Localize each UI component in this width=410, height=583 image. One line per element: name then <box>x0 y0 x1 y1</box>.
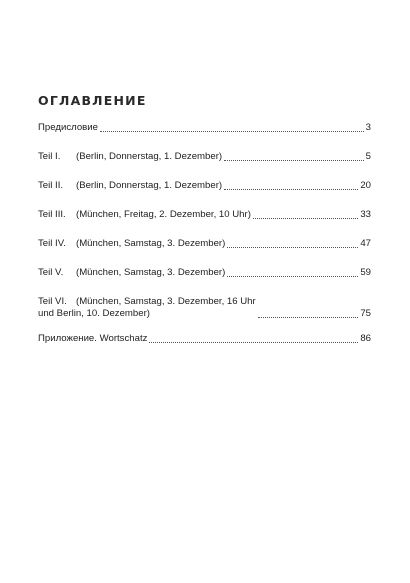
toc-entry-page: 86 <box>360 333 371 344</box>
toc-title: ОГЛАВЛЕНИЕ <box>38 93 147 108</box>
toc-entry-label: (München, Samstag, 3. Dezember, 16 Uhr <box>76 296 256 307</box>
toc-entry-label: Предисловие <box>38 122 98 133</box>
toc-entry-label: (München, Samstag, 3. Dezember) <box>76 238 226 249</box>
toc-entry-part: Teil III. <box>38 209 66 220</box>
toc-entry-label: (Berlin, Donnerstag, 1. Dezember) <box>76 151 223 162</box>
dot-leader <box>253 217 358 219</box>
toc-entry-page: 59 <box>360 267 371 278</box>
toc-entry-teil-5[interactable] <box>38 267 371 279</box>
dot-leader <box>224 159 364 161</box>
toc-entry-label: (München, Freitag, 2. Dezember, 10 Uhr) <box>76 209 251 220</box>
toc-entry-teil-6[interactable] <box>38 296 371 320</box>
toc-entry-preface[interactable] <box>38 122 371 134</box>
dot-leader <box>258 316 359 318</box>
dot-leader <box>227 246 358 248</box>
toc-entry-page: 75 <box>360 308 371 319</box>
toc-entry-label: (Berlin, Donnerstag, 1. Dezember) <box>76 180 223 191</box>
toc-entry-part: Teil I. <box>38 151 61 162</box>
toc-entry-page: 47 <box>360 238 371 249</box>
toc-entry-label: Приложение. Wortschatz <box>38 333 148 344</box>
toc-entry-page: 3 <box>365 122 371 133</box>
toc-list <box>38 122 371 362</box>
toc-entry-part: Teil IV. <box>38 238 66 249</box>
toc-entry-appendix[interactable] <box>38 333 371 345</box>
dot-leader <box>149 341 358 343</box>
toc-entry-page: 20 <box>360 180 371 191</box>
toc-entry-teil-4[interactable] <box>38 238 371 250</box>
toc-entry-label-continued: und Berlin, 10. Dezember) <box>38 308 150 319</box>
toc-entry-part: Teil II. <box>38 180 64 191</box>
toc-entry-label: (München, Samstag, 3. Dezember) <box>76 267 226 278</box>
toc-entry-part: Teil V. <box>38 267 64 278</box>
dot-leader <box>224 188 358 190</box>
toc-entry-part: Teil VI. <box>38 296 67 307</box>
dot-leader <box>227 275 358 277</box>
toc-entry-page: 33 <box>360 209 371 220</box>
dot-leader <box>100 130 364 132</box>
toc-entry-page: 5 <box>365 151 371 162</box>
toc-entry-teil-2[interactable] <box>38 180 371 192</box>
toc-entry-teil-1[interactable] <box>38 151 371 163</box>
toc-entry-teil-3[interactable] <box>38 209 371 221</box>
